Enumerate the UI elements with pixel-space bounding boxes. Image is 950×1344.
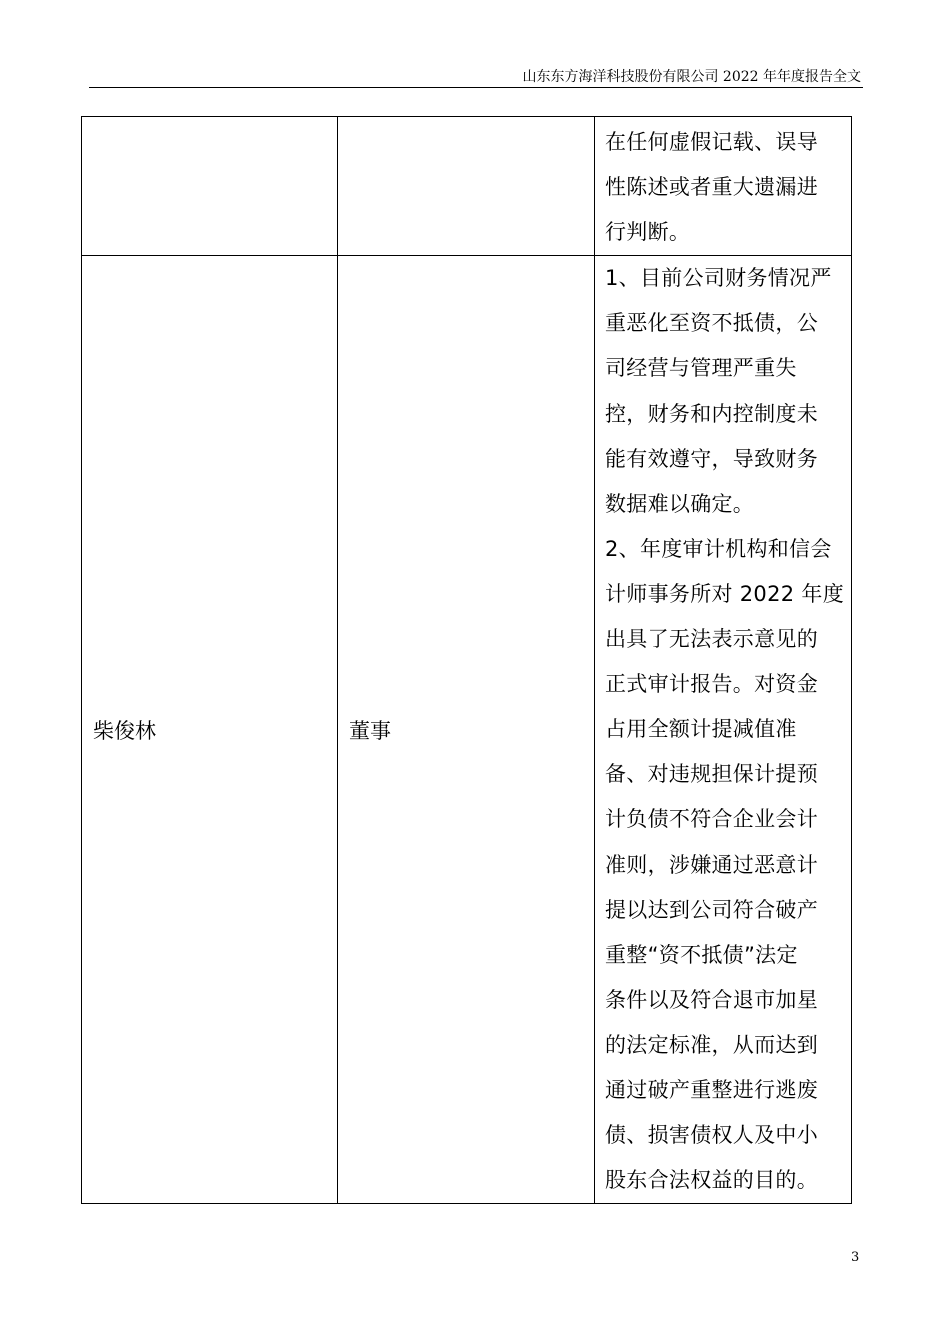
reason-line: 债、损害债权人及中小	[605, 1123, 818, 1148]
reason-line: 准则，涉嫌通过恶意计	[605, 852, 818, 877]
name-cell	[82, 256, 338, 1204]
reason-cell	[595, 117, 852, 256]
reason-line: 能有效遵守，导致财务	[605, 446, 818, 471]
header-divider	[89, 87, 863, 88]
position-cell	[338, 256, 595, 1204]
page-number: 3	[851, 1250, 860, 1265]
reason-line: 计负债不符合企业会计	[605, 807, 818, 832]
director-position	[338, 174, 349, 198]
objection-table	[81, 116, 852, 1204]
director-name	[82, 174, 93, 198]
reason-line: 行判断。	[605, 220, 691, 245]
reason-line: 性陈述或者重大遗漏进	[605, 175, 818, 200]
reason-line: 通过破产重整进行逃废	[605, 1077, 818, 1102]
reason-line: 在任何虚假记载、误导	[605, 130, 818, 154]
reason-line: 正式审计报告。对资金	[605, 672, 818, 697]
reason-text	[595, 117, 851, 255]
reason-line: 重整“资不抵债”法定	[605, 942, 798, 967]
reason-line: 提以达到公司符合破产	[605, 897, 818, 922]
reason-line: 股东合法权益的目的。	[605, 1168, 818, 1193]
reason-cell	[595, 256, 852, 1204]
reason-line: 2、年度审计机构和信会	[605, 536, 832, 561]
reason-line: 出具了无法表示意见的	[605, 627, 818, 652]
table-row	[82, 117, 852, 256]
reason-line: 1、目前公司财务情况严	[605, 266, 832, 291]
reason-line: 司经营与管理严重失	[605, 356, 797, 381]
reason-line: 的法定标准，从而达到	[605, 1032, 818, 1057]
reason-line: 条件以及符合退市加星	[605, 987, 818, 1012]
reason-line: 备、对违规担保计提预	[605, 762, 818, 787]
reason-text	[595, 256, 851, 1203]
director-name: 柴俊林	[93, 718, 156, 743]
position-cell	[338, 117, 595, 256]
reason-line: 数据难以确定。	[605, 491, 755, 516]
name-cell	[82, 117, 338, 256]
reason-line: 控，财务和内控制度未	[605, 401, 818, 426]
table-row	[82, 256, 852, 1204]
reason-line: 计师事务所对 2022 年度	[605, 581, 844, 606]
director-position: 董事	[349, 718, 391, 743]
page-header-title: 山东东方海洋科技股份有限公司 2022 年年度报告全文	[522, 69, 861, 85]
reason-line: 重恶化至资不抵债，公	[605, 311, 818, 336]
reason-line: 占用全额计提减值准	[605, 717, 797, 742]
